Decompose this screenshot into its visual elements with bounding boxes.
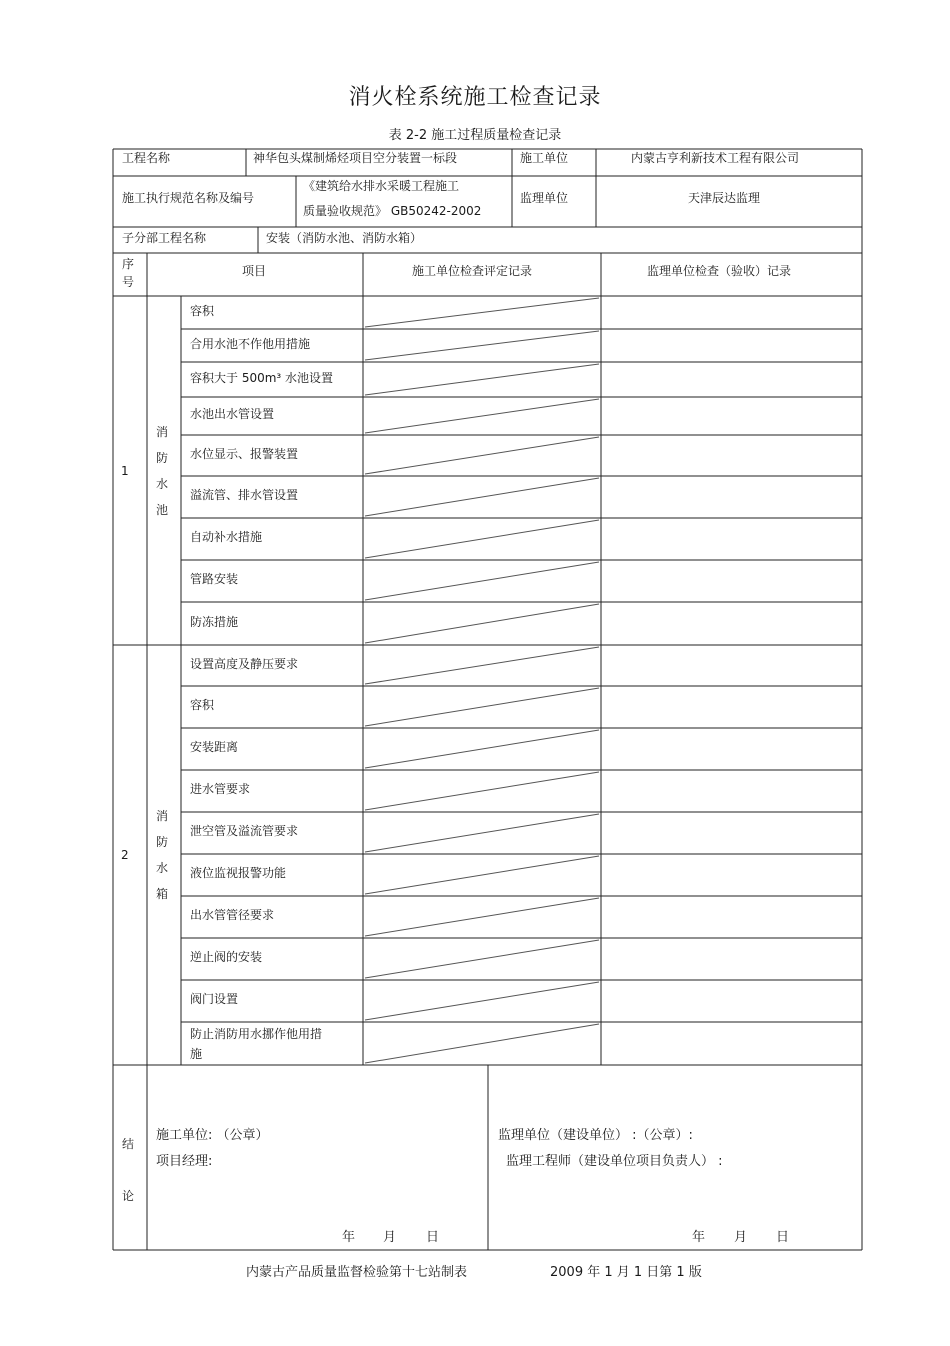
footer-edition: 2009 年 1 月 1 日第 1 版 — [550, 1265, 702, 1280]
conclusion-label — [118, 1118, 138, 1222]
check-item-label: 防冻措施 — [190, 614, 239, 629]
supervisor-label: 监理单位 — [520, 191, 569, 205]
check-item-label: 逆止阀的安装 — [190, 950, 263, 964]
contractor-date-month: 月 — [383, 1230, 397, 1245]
conclusion-label-char: 论 — [121, 1189, 134, 1203]
group-name-char: 消 — [155, 424, 168, 439]
supervisor-value: 天津辰达监理 — [688, 191, 761, 205]
group-name-char: 水 — [155, 476, 168, 491]
check-item-label: 设置高度及静压要求 — [190, 656, 299, 671]
group-name-char: 水 — [155, 861, 168, 875]
group-name-char: 防 — [155, 835, 168, 849]
contractor-seal-line: 施工单位: （公章） — [156, 1128, 269, 1143]
contractor-label: 施工单位 — [520, 151, 569, 165]
group-name — [152, 419, 172, 523]
spec-value-line2: 质量验收规范》 GB50242-2002 — [303, 204, 482, 218]
check-item-label: 防止消防用水挪作他用措 — [190, 1027, 323, 1041]
group-seq-number: 1 — [121, 463, 129, 478]
item-header: 项目 — [242, 264, 267, 278]
subproject-value: 安装（消防水池、消防水箱） — [266, 231, 423, 245]
contractor-value: 内蒙古亨利新技术工程有限公司 — [631, 151, 800, 165]
project-manager-line: 项目经理: — [156, 1154, 213, 1169]
contractor-record-header: 施工单位检查评定记录 — [412, 264, 533, 278]
group-name-char: 消 — [155, 809, 168, 823]
supervisor-date-day: 日 — [776, 1230, 790, 1245]
check-item-label: 管路安装 — [190, 572, 239, 586]
group-name — [152, 803, 172, 907]
check-item-label: 容积 — [190, 698, 215, 712]
project-name-label: 工程名称 — [122, 151, 171, 165]
check-item-label: 阀门设置 — [190, 992, 239, 1006]
spec-value-line1: 《建筑给水排水采暖工程施工 — [303, 179, 460, 193]
check-item-label: 合用水池不作他用措施 — [190, 336, 311, 351]
check-item-label: 施 — [190, 1047, 203, 1061]
subproject-label: 子分部工程名称 — [122, 231, 207, 245]
project-name-value: 神华包头煤制烯烃项目空分装置一标段 — [253, 151, 458, 165]
supervisor-seal-line: 监理单位（建设单位） :（公章）: — [498, 1128, 693, 1143]
supervisor-engineer-line: 监理工程师（建设单位项目负责人） : — [506, 1154, 723, 1169]
supervisor-date-month: 月 — [734, 1230, 748, 1245]
check-item-label: 出水管管径要求 — [190, 908, 275, 922]
group-seq-number: 2 — [121, 848, 129, 862]
group-name-char: 池 — [155, 502, 168, 517]
contractor-date-day: 日 — [426, 1230, 440, 1245]
check-item-label: 安装距离 — [190, 740, 239, 754]
spec-label: 施工执行规范名称及编号 — [122, 191, 255, 205]
check-item-label: 水池出水管设置 — [190, 407, 275, 421]
seq-header-line2: 号 — [122, 275, 135, 289]
table-subtitle: 表 2-2 施工过程质量检查记录 — [388, 128, 562, 143]
group-name-char: 防 — [155, 450, 168, 465]
check-item-label: 进水管要求 — [190, 782, 251, 796]
check-item-label: 泄空管及溢流管要求 — [190, 824, 299, 838]
contractor-date-year: 年 — [342, 1230, 356, 1245]
check-item-label: 容积 — [190, 303, 215, 318]
footer-issuer: 内蒙古产品质量监督检验第十七站制表 — [246, 1265, 468, 1280]
document-title: 消火栓系统施工检查记录 — [348, 85, 602, 110]
supervisor-record-header: 监理单位检查（验收）记录 — [647, 264, 792, 278]
check-item-label: 水位显示、报警装置 — [190, 446, 299, 461]
check-item-label: 自动补水措施 — [190, 530, 263, 544]
check-item-label: 容积大于 500m³ 水池设置 — [190, 370, 334, 385]
check-item-label: 溢流管、排水管设置 — [190, 488, 299, 502]
conclusion-label-char: 结 — [121, 1137, 134, 1151]
supervisor-date-year: 年 — [692, 1230, 706, 1245]
group-name-char: 箱 — [155, 887, 168, 901]
seq-header-line1: 序 — [122, 257, 135, 271]
check-item-label: 液位监视报警功能 — [190, 866, 287, 880]
